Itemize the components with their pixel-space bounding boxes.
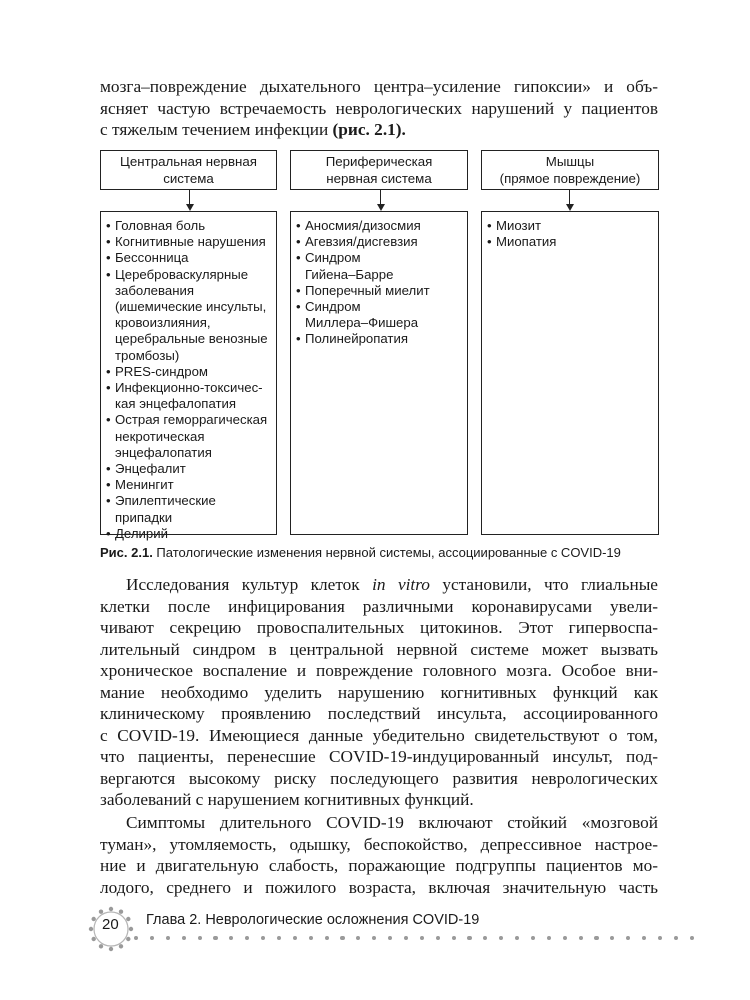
dot	[340, 936, 344, 940]
text-line: заболеваний с нарушением когнитивных функций.	[100, 790, 474, 809]
list-item	[296, 299, 463, 331]
text-line	[100, 574, 658, 596]
item-text: Эпилептические припадки	[115, 493, 216, 525]
item-text: кровоизлияния,	[115, 315, 211, 331]
body-paragraph-1	[100, 574, 658, 811]
item-text: Головная боль	[115, 218, 206, 233]
text-line: мание необходимо уделить нарушению когнитивных функций как	[100, 682, 658, 702]
text-line: ясняет частую встречаемость неврологических нарушений у пациентов	[100, 98, 658, 118]
dot	[642, 936, 646, 940]
header-box-pns	[290, 150, 468, 190]
text-line: клетки после инфицирования различными коронавирусами увели-	[100, 596, 658, 616]
caption-text: Патологические изменения нервной системы, ассоциированные с COVID-19	[152, 545, 621, 560]
dot	[293, 936, 297, 940]
arrow-line	[569, 190, 570, 204]
text-line: что пациенты, перенесшие COVID-19-индуцированный инсульт, под-	[100, 747, 658, 766]
symptom-list	[101, 212, 276, 542]
item-text: Агевзия/дисгевзия	[305, 234, 418, 250]
dot	[245, 936, 249, 940]
list-item	[106, 380, 272, 412]
item-text: Миопатия	[496, 234, 557, 250]
list-item	[296, 234, 463, 250]
text-fragment: установили, что глиальные	[429, 575, 658, 594]
item-text: кая энцефалопатия	[115, 396, 237, 412]
box-header-text	[101, 151, 276, 187]
arrow-down-icon	[186, 204, 194, 211]
dot	[626, 936, 630, 940]
box-header-text	[291, 151, 467, 187]
dot	[388, 936, 392, 940]
item-text: заболевания	[115, 282, 194, 298]
dot	[166, 936, 170, 940]
item-text: Гийена–Барре	[305, 266, 394, 282]
item-text: (ишемические инсульты,	[115, 299, 267, 315]
text-line: лительный синдром в центральной нервной системе может вызвать	[100, 639, 658, 659]
dot	[467, 936, 471, 940]
dot	[499, 936, 503, 940]
text-line: лодого, среднего и пожилого возраста, включая значительную часть	[100, 877, 658, 897]
item-text: тромбозы)	[115, 347, 180, 363]
list-item	[106, 493, 272, 525]
list-item	[106, 250, 272, 266]
list-item	[296, 250, 463, 282]
dot	[261, 936, 265, 940]
dot	[277, 936, 281, 940]
dot	[436, 936, 440, 940]
dot	[515, 936, 519, 940]
dot	[404, 936, 408, 940]
item-text: Бессонница	[115, 250, 189, 266]
list-item	[296, 331, 463, 347]
dot	[690, 936, 694, 940]
figure-reference: (рис. 2.1).	[332, 120, 406, 139]
text-line: Симптомы длительного COVID-19 включают стойкий «мозговой	[126, 813, 658, 832]
dot	[563, 936, 567, 940]
dot	[531, 936, 535, 940]
item-text: • Синдром	[305, 299, 361, 315]
item-text: • Цереброваскулярные	[115, 266, 249, 282]
dot	[594, 936, 598, 940]
intro-paragraph	[100, 76, 658, 141]
dot	[674, 936, 678, 940]
text-line: хроническое воспаление и повреждение головного мозга. Особое вни-	[100, 661, 658, 680]
dot	[325, 936, 329, 940]
dot	[658, 936, 662, 940]
list-item	[106, 477, 272, 493]
dot	[213, 936, 217, 940]
list-item	[106, 267, 272, 364]
item-text: Аносмия/дизосмия	[305, 218, 421, 233]
header-line: нервная система	[326, 171, 432, 186]
list-item	[106, 218, 272, 234]
italic-term: in vitro	[372, 575, 430, 594]
arrow-down-icon	[377, 204, 385, 211]
dot	[547, 936, 551, 940]
box-header-text	[482, 151, 658, 187]
text-line: мозга–повреждение дыхательного центра–усиление гипоксии» и объ-	[100, 77, 658, 96]
item-text: Делирий	[115, 525, 168, 541]
item-text: Когнитивные нарушения	[115, 234, 266, 250]
item-text: PRES-синдром	[115, 363, 208, 379]
item-text: • Инфекционно-токсичес-	[115, 380, 263, 396]
list-item	[487, 234, 654, 250]
running-chapter-title: Глава 2. Неврологические осложнения COVID-19	[146, 912, 480, 928]
dot	[356, 936, 360, 940]
dot	[198, 936, 202, 940]
list-item	[106, 412, 272, 461]
dot	[182, 936, 186, 940]
item-text: энцефалопатия	[115, 444, 212, 460]
arrow-down-icon	[566, 204, 574, 211]
item-text: Поперечный миелит	[305, 282, 430, 298]
list-item	[106, 234, 272, 250]
dot	[229, 936, 233, 940]
header-line: Периферическая	[325, 154, 433, 169]
header-line: Мышцы	[545, 154, 595, 169]
dot	[610, 936, 614, 940]
item-text: церебральные венозные	[115, 331, 268, 347]
item-text: Полинейропатия	[305, 331, 408, 347]
dot	[579, 936, 583, 940]
dot	[483, 936, 487, 940]
content-box-pns	[290, 211, 468, 535]
item-text: Менингит	[115, 477, 174, 493]
list-item	[487, 218, 654, 234]
dot	[134, 936, 138, 940]
text-fragment: Исследования культур клеток	[126, 575, 373, 594]
text-line: клиническому проявлению последствий инсульта, ассоциированного	[100, 704, 658, 723]
item-text: • Острая геморрагическая	[115, 412, 268, 428]
list-item	[106, 526, 272, 542]
dot	[372, 936, 376, 940]
text-line: чивают секрецию провоспалительных цитокинов. Этот гипервоспа-	[100, 618, 658, 637]
text-line: туман», утомляемость, одышку, беспокойство, депрессивное настрое-	[100, 834, 658, 854]
list-item	[296, 283, 463, 299]
list-item	[106, 364, 272, 380]
header-line: (прямое повреждение)	[499, 171, 641, 186]
list-item	[106, 461, 272, 477]
dot	[452, 936, 456, 940]
header-box-muscles	[481, 150, 659, 190]
text-fragment: с тяжелым течением инфекции	[100, 120, 333, 139]
item-text: некротическая	[115, 428, 205, 444]
figure-caption	[100, 545, 660, 561]
item-text: Миллера–Фишера	[305, 315, 419, 331]
arrow-line	[189, 190, 190, 204]
dot	[420, 936, 424, 940]
item-text: Энцефалит	[115, 461, 186, 477]
arrow-line	[380, 190, 381, 204]
header-line: Центральная нервная	[120, 154, 257, 169]
page-footer	[88, 906, 668, 952]
header-line: система	[163, 171, 214, 186]
item-text: • Синдром	[305, 250, 361, 266]
caption-label: Рис. 2.1.	[100, 545, 153, 560]
text-line: с COVID-19. Имеющиеся данные убедительно свидетельствуют о том,	[100, 725, 658, 745]
page-number: 20	[102, 916, 119, 933]
dot	[309, 936, 313, 940]
text-line: вергаются высокому риску последующего развития неврологических	[100, 768, 658, 788]
text-line	[100, 119, 658, 141]
header-box-cns	[100, 150, 277, 190]
body-paragraph-2	[100, 812, 658, 898]
item-text: Миозит	[496, 218, 541, 233]
text-line: ние и двигательную слабость, поражающие подгруппы пациентов мо-	[100, 856, 658, 875]
dotted-rule	[134, 936, 694, 940]
content-box-muscles	[481, 211, 659, 535]
dot	[150, 936, 154, 940]
content-box-cns	[100, 211, 277, 541]
symptom-list	[482, 212, 658, 250]
list-item	[296, 218, 463, 234]
symptom-list	[291, 212, 467, 348]
